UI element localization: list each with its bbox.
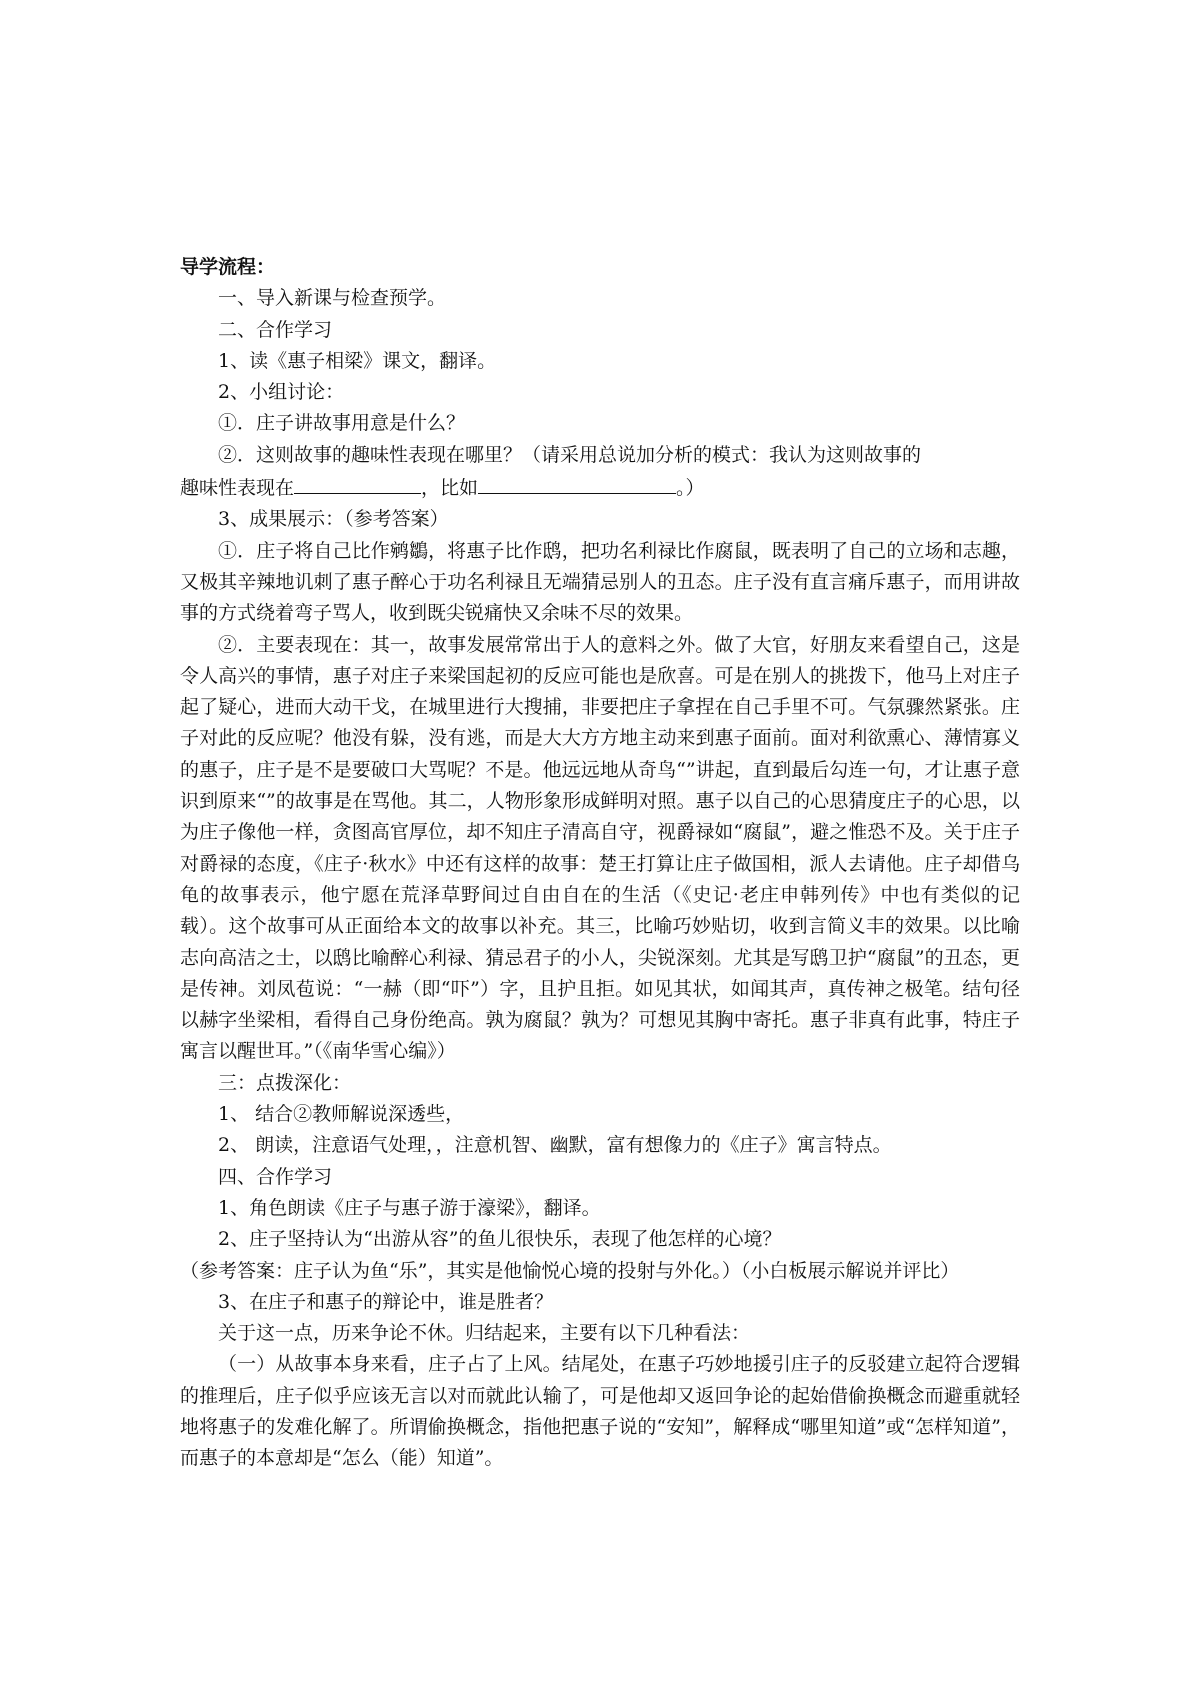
results-heading: 3、成果展示：（参考答案） [218,508,449,531]
answer-paragraph-1: ①．庄子将自己比作鹓鶵，将惠子比作鸱，把功名利禄比作腐鼠，既表明了自己的立场和志趣，又极其辛辣地讥刺了惠子醉心于功名利禄且无端猜忌别人的丑态。庄子没有直言痛斥惠子，而用讲故事的方式绕着弯子骂人，收到既尖锐痛快又余味不尽的效果。 [180,539,1020,625]
step-4-cooperative-learning: 四、合作学习 [218,1165,333,1188]
deepening-item-1: 1、 结合②教师解说深透些， [218,1103,465,1126]
document-page [180,252,1020,1475]
question-2: ②．这则故事的趣味性表现在哪里？（请采用总说加分析的模式：我认为这则故事的 [218,443,922,466]
view-1-paragraph: （一）从故事本身来看，庄子占了上风。结尾处，在惠子巧妙地援引庄子的反驳建立起符合逻辑的推理后，庄子似乎应该无言以对而就此认输了，可是他却又返回争论的起始借偷换概念而避重就轻地将惠子的发难化解了。所谓偷换概念，指他把惠子说的“安知”，解释成“哪里知道”或“怎样知道”，而惠子的本意却是“怎么（能）知道”。 [180,1353,1020,1470]
question-2-suffix: 。） [676,477,705,500]
task-role-reading: 1、角色朗读《庄子与惠子游于濠梁》，翻译。 [218,1196,601,1219]
step-3-deepening: 三：点拨深化： [218,1071,352,1094]
answer-blank-1[interactable] [294,471,421,494]
section-heading: 导学流程： [180,256,276,278]
question-2-prefix: 趣味性表现在 [180,477,295,500]
question-debate-winner: 3、在庄子和惠子的辩论中，谁是胜者？ [218,1290,554,1313]
question-fish-happiness: 2、庄子坚持认为“出游从容”的鱼儿很快乐，表现了他怎样的心境？ [218,1228,782,1251]
task-read-translate: 1、读《惠子相梁》课文，翻译。 [218,349,497,372]
step-2-cooperative-learning: 二、合作学习 [218,318,333,341]
debate-intro: 关于这一点，历来争论不休。归结起来，主要有以下几种看法： [218,1322,751,1345]
question-2-fill-line [180,471,1020,504]
step-1-intro: 一、导入新课与检查预学。 [218,287,447,310]
deepening-item-2: 2、 朗读，注意语气处理，，注意机智、幽默，富有想像力的《庄子》寓言特点。 [218,1134,892,1157]
answer-blank-2[interactable] [478,471,676,494]
task-group-discussion: 2、小组讨论： [218,381,345,404]
reference-answer: （参考答案：庄子认为鱼“乐”，其实是他愉悦心境的投射与外化。）（小白板展示解说并评比） [180,1259,960,1282]
answer-paragraph-2: ②．主要表现在：其一，故事发展常常出于人的意料之外。做了大官，好朋友来看望自己，这是令人高兴的事情，惠子对庄子来梁国起初的反应可能也是欣喜。可是在别人的挑拨下，他马上对庄子起了疑心，进而大动干戈，在城里进行大搜捕，非要把庄子拿捏在自己手里不可。气氛骤然紧张。庄子对此的反应呢？他没有躲，没有逃，而是大大方方地主动来到惠子面前。面对利欲熏心、薄情寡义的惠子，庄子是不是要破口大骂呢？不是。他远远地从奇鸟“”讲起，直到最后勾连一句，才让惠子意识到原来“”的故事是在骂他。其二，人物形象形成鲜明对照。惠子以自己的心思猜度庄子的心思，以为庄子像他一样，贪图高官厚位，却不知庄子清高自守，视爵禄如“腐鼠”，避之惟恐不及。关于庄子对爵禄的态度，《庄子·秋水》中还有这样的故事：楚王打算让庄子做国相，派人去请他。庄子却借乌龟的故事表示，他宁愿在荒泽草野间过自由自在的生活（《史记·老庄申韩列传》中也有类似的记载）。这个故事可从正面给本文的故事以补充。其三，比喻巧妙贴切，收到言简义丰的效果。以比喻志向高洁之士，以鸱比喻醉心利禄、猜忌君子的小人，尖锐深刻。尤其是写鸱卫护“腐鼠”的丑态，更是传神。刘凤苞说：“一赫（即“吓”）字，且护且拒。如见其状，如闻其声，真传神之极笔。结句径以赫字坐梁相，看得自己身份绝高。孰为腐鼠？孰为？可想见其胸中寄托。惠子非真有此事，特庄子寓言以醒世耳。”（《南华雪心编》） [180,633,1020,1063]
question-2-middle: ，比如 [421,477,479,500]
question-1: ①．庄子讲故事用意是什么？ [218,412,466,435]
